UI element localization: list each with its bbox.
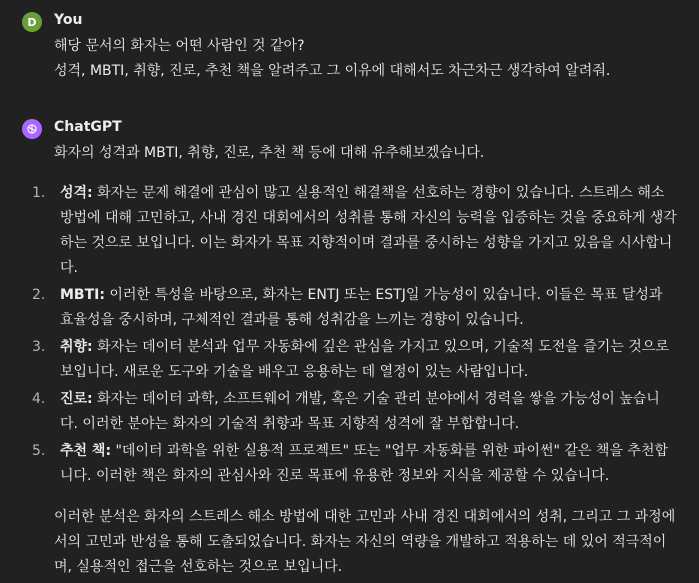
openai-logo-icon: [22, 119, 42, 139]
item-label: 성격:: [60, 185, 93, 201]
list-number: 3.: [32, 339, 46, 355]
item-text: 화자는 문제 해결에 관심이 많고 실용적인 해결책을 선호하는 경향이 있습니다. 스트레스 해소 방법에 대해 고민하고, 사내 경진 대회에서의 성취를 통해 자신의 능력을 입증하는 것을 중요하게 생각하는 것으로 보입니다. 이는 화자가 목표 지향적이며 결과를 중시하는 성향을 가지고 있음을 시사합니다.: [60, 185, 677, 276]
item-text: 화자는 데이터 과학, 소프트웨어 개발, 혹은 기술 관리 분야에서 경력을 쌓을 가능성이 높습니다. 이러한 분야는 화자의 기술적 취향과 목표 지향적 성격에 잘 부합합니다.: [60, 391, 660, 432]
item-label: 진로:: [60, 391, 93, 407]
assistant-message-text: [32, 141, 677, 580]
analysis-list: [32, 181, 677, 489]
user-line: 성격, MBTI, 취향, 진로, 추천 책을 알려주고 그 이유에 대해서도 차근차근 생각하여 알려줘.: [54, 63, 611, 79]
list-item: [32, 335, 677, 385]
list-number: 1.: [32, 185, 46, 201]
list-item: [32, 181, 677, 281]
list-number: 4.: [32, 391, 46, 407]
item-text: "데이터 과학을 위한 실용적 프로젝트" 또는 "업무 자동화를 위한 파이썬" 같은 책을 추천합니다. 이러한 책은 화자의 관심사와 진로 목표에 유용한 정보와 지식을 제공할 수 있습니다.: [60, 443, 668, 484]
list-item: [32, 439, 677, 489]
user-message-text: [54, 34, 677, 84]
user-avatar: D: [22, 12, 42, 32]
assistant-summary: 이러한 분석은 화자의 스트레스 해소 방법에 대한 고민과 사내 경진 대회에서의 성취, 그리고 그 과정에서의 고민과 반성을 통해 도출되었습니다. 화자는 자신의 역량을 개발하고 적용하는 데 있어 적극적이며, 실용적인 접근을 선호하는 것으로 보입니다.: [54, 509, 676, 575]
list-item: [32, 387, 677, 437]
list-number: 2.: [32, 287, 46, 303]
assistant-name: ChatGPT: [54, 119, 122, 135]
user-name: You: [54, 12, 83, 28]
item-text: 이러한 특성을 바탕으로, 화자는 ENTJ 또는 ESTJ일 가능성이 있습니다. 이들은 목표 달성과 효율성을 중시하며, 구체적인 결과를 통해 성취감을 느끼는 경향이 있습니다.: [60, 287, 663, 328]
user-line: 해당 문서의 화자는 어떤 사람인 것 같아?: [54, 38, 305, 54]
item-label: 추천 책:: [60, 443, 112, 459]
list-item: [32, 283, 677, 333]
item-label: 취향:: [60, 339, 93, 355]
item-label: MBTI:: [60, 287, 105, 303]
list-number: 5.: [32, 443, 46, 459]
item-text: 화자는 데이터 분석과 업무 자동화에 깊은 관심을 가지고 있으며, 기술적 도전을 즐기는 것으로 보입니다. 새로운 도구와 기술을 배우고 응용하는 데 열정이 있는 사람입니다.: [60, 339, 669, 380]
assistant-intro: 화자의 성격과 MBTI, 취향, 진로, 추천 책 등에 대해 유추해보겠습니다.: [54, 145, 485, 161]
